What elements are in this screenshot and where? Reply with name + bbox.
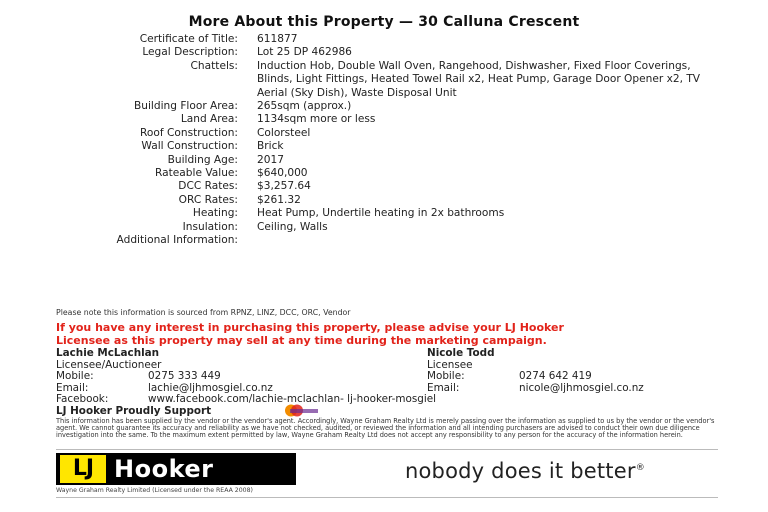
chatbus-logo-icon — [282, 403, 322, 418]
divider — [56, 497, 718, 498]
support-heading: LJ Hooker Proudly Support — [56, 405, 212, 417]
detail-value: Heat Pump, Undertile heating in 2x bathrooms — [257, 207, 505, 220]
facebook-row — [56, 393, 436, 405]
detail-label: Certificate of Title: — [139, 33, 238, 45]
detail-label: Legal Description: — [142, 46, 238, 59]
tagline-text: nobody does it better — [405, 459, 636, 483]
registered-mark: ® — [635, 463, 645, 473]
tagline — [405, 459, 645, 483]
detail-label: ORC Rates: — [178, 193, 238, 206]
mobile-label: Mobile: — [427, 370, 465, 382]
detail-row-legal — [0, 46, 768, 59]
agent-role: Licensee/Auctioneer — [56, 358, 162, 371]
detail-row-additional — [0, 234, 768, 247]
agent-mobile[interactable]: 0274 642 419 — [519, 370, 592, 382]
detail-label: Rateable Value: — [155, 167, 238, 180]
agent-name: Nicole Todd — [427, 347, 495, 359]
agent-email-row — [427, 383, 644, 395]
mobile-label: Mobile: — [56, 370, 94, 382]
agent-name: Lachie McLachlan — [56, 347, 160, 359]
lj-hooker-logo — [56, 453, 296, 485]
detail-value: Colorsteel — [257, 126, 311, 139]
agent-card-nicole — [427, 348, 644, 394]
agent-role: Licensee — [427, 358, 473, 371]
agent-email[interactable]: nicole@ljhmosgiel.co.nz — [519, 381, 644, 394]
detail-row-rateable — [0, 167, 768, 180]
detail-value — [257, 234, 727, 247]
facebook-link[interactable]: www.facebook.com/lachie-mclachlan- lj-hooker-mosgiel — [148, 393, 437, 405]
detail-label: Heating: — [192, 207, 238, 220]
detail-value: $261.32 — [257, 193, 301, 206]
email-label: Email: — [427, 381, 460, 394]
divider — [56, 449, 718, 450]
detail-label: Insulation: — [182, 220, 238, 233]
email-label: Email: — [56, 381, 89, 394]
detail-value: $3,257.64 — [257, 180, 311, 193]
detail-label: Building Age: — [167, 153, 238, 166]
detail-label: Land Area: — [180, 113, 238, 126]
detail-value: Induction Hob, Double Wall Oven, Rangehood, Dishwasher, Fixed Floor Coverings, Blinds, Light Fittings, Heated Towel Rail x2, Heat Pump, Garage Door Opener x2, TV Aerial (Sky Dish), Waste Disposal Unit — [257, 59, 701, 99]
logo-lj-mark: LJ — [60, 455, 106, 483]
detail-row-insulation — [0, 221, 768, 234]
detail-label: DCC Rates: — [178, 180, 238, 193]
interest-line-1: If you have any interest in purchasing this property, please advise your LJ Hooker — [56, 321, 564, 334]
disclaimer-text: This information has been supplied by the vendor or the vendor's agent. Accordingly, Wayne Graham Realty Ltd is merely passing over the information as supplied to us by the vendor or the vendor's agent. We cannot guarantee its accuracy and reliability as we have not checked, audited, or reviewed the information and all intending purchasers are advised to conduct their own due diligence investigation into the same. To the maximum extent permitted by law, Wayne Graham Realty Ltd does not accept any responsibility to any person for the accuracy of the information herein. — [56, 417, 715, 440]
detail-label: Additional Information: — [116, 234, 238, 247]
detail-row-heating — [0, 207, 768, 220]
detail-value: $640,000 — [257, 167, 308, 180]
agent-mobile[interactable]: 0275 333 449 — [148, 370, 221, 382]
detail-row-age — [0, 154, 768, 167]
logo-hooker-word: Hooker — [114, 455, 214, 483]
agent-email[interactable]: lachie@ljhmosgiel.co.nz — [148, 381, 273, 394]
detail-row-roof — [0, 127, 768, 140]
interest-line-2: Licensee as this property may sell at any time during the marketing campaign. — [56, 333, 547, 347]
detail-row-orc — [0, 194, 768, 207]
facebook-label: Facebook: — [56, 393, 109, 405]
detail-label: Building Floor Area: — [133, 100, 238, 113]
detail-value: Ceiling, Walls — [257, 220, 328, 233]
detail-value: 2017 — [257, 153, 284, 166]
detail-label: Roof Construction: — [140, 126, 238, 139]
source-note: Please note this information is sourced from RPNZ, LINZ, DCC, ORC, Vendor — [56, 308, 351, 317]
licensed-text: Wayne Graham Realty Limited (Licensed under the REAA 2008) — [56, 487, 253, 494]
detail-row-wall — [0, 140, 768, 153]
detail-value: Brick — [257, 140, 284, 153]
detail-row-dcc — [0, 180, 768, 193]
detail-row-chattels — [0, 60, 768, 100]
detail-label: Wall Construction: — [141, 140, 238, 153]
detail-row-land-area — [0, 113, 768, 126]
page-title: More About this Property — 30 Calluna Crescent — [188, 14, 580, 30]
interest-notice — [56, 322, 756, 347]
detail-value: 265sqm (approx.) — [257, 100, 352, 113]
detail-value: Lot 25 DP 462986 — [257, 46, 352, 59]
detail-value: 1134sqm more or less — [257, 113, 376, 126]
detail-value: 611877 — [257, 33, 298, 45]
detail-label: Chattels: — [190, 59, 238, 72]
detail-row-title — [0, 33, 768, 46]
property-details — [0, 33, 768, 248]
agent-card-lachie — [56, 348, 273, 394]
detail-row-floor-area — [0, 100, 768, 113]
